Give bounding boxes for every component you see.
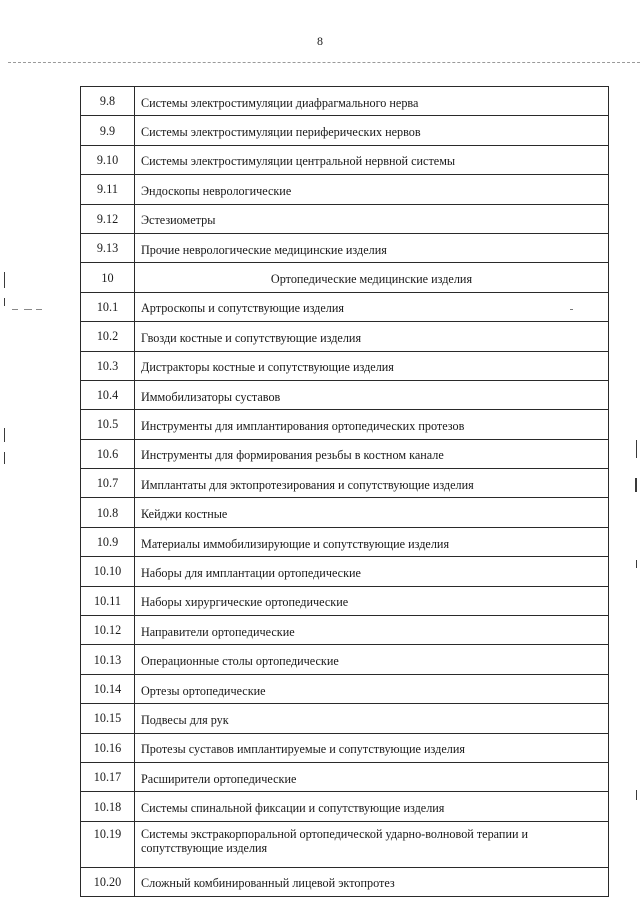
table-row <box>81 469 609 498</box>
row-code: 10.15 <box>81 704 135 733</box>
row-code: 10.13 <box>81 645 135 674</box>
top-divider <box>8 62 640 63</box>
scan-mark <box>4 428 5 442</box>
row-name: Операционные столы ортопедические <box>135 645 609 674</box>
row-name: Кейджи костные <box>135 498 609 527</box>
table-row <box>81 645 609 674</box>
table-row <box>81 204 609 233</box>
row-name: Инструменты для формирования резьбы в костном канале <box>135 439 609 468</box>
scan-mark <box>4 272 5 288</box>
table-row <box>81 498 609 527</box>
table-row <box>81 292 609 321</box>
row-name: Эстезиометры <box>135 204 609 233</box>
table-row <box>81 586 609 615</box>
row-code: 10 <box>81 263 135 292</box>
row-code: 10.7 <box>81 469 135 498</box>
row-code: 10.11 <box>81 586 135 615</box>
row-code: 10.19 <box>81 821 135 867</box>
table-row <box>81 439 609 468</box>
row-code: 9.10 <box>81 145 135 174</box>
row-name: Системы спинальной фиксации и сопутствующие изделия <box>135 792 609 821</box>
row-code: 10.12 <box>81 616 135 645</box>
table-row <box>81 87 609 116</box>
scan-mark <box>4 298 5 306</box>
row-code: 10.3 <box>81 351 135 380</box>
table-row <box>81 867 609 896</box>
row-code: 10.2 <box>81 322 135 351</box>
row-code: 10.16 <box>81 733 135 762</box>
row-name: Имплантаты для эктопротезирования и сопутствующие изделия <box>135 469 609 498</box>
row-name: Ортопедические медицинские изделия <box>135 263 609 292</box>
row-name: Инструменты для имплантирования ортопедических протезов <box>135 410 609 439</box>
section-row <box>81 263 609 292</box>
table-row <box>81 175 609 204</box>
row-code: 10.5 <box>81 410 135 439</box>
row-name: Системы электростимуляции центральной нервной системы <box>135 145 609 174</box>
scan-mark <box>636 440 637 458</box>
scan-mark <box>12 309 18 310</box>
row-name: Системы экстракорпоральной ортопедической ударно-волновой терапии и сопутствующие изделия <box>135 821 609 867</box>
row-name: Иммобилизаторы суставов <box>135 380 609 409</box>
table-row <box>81 233 609 262</box>
row-name: Сложный комбинированный лицевой эктопротез <box>135 867 609 896</box>
table-row <box>81 674 609 703</box>
scan-mark <box>635 478 637 492</box>
row-name: Наборы хирургические ортопедические <box>135 586 609 615</box>
row-name: Ортезы ортопедические <box>135 674 609 703</box>
table-row <box>81 351 609 380</box>
row-code: 10.4 <box>81 380 135 409</box>
scan-mark <box>36 309 42 310</box>
row-name: Дистракторы костные и сопутствующие изделия <box>135 351 609 380</box>
table-row <box>81 762 609 791</box>
scan-mark <box>24 309 32 310</box>
row-name: Артроскопы и сопутствующие изделия <box>135 292 609 321</box>
table-row <box>81 733 609 762</box>
row-name: Подвесы для рук <box>135 704 609 733</box>
table-row <box>81 704 609 733</box>
row-code: 10.8 <box>81 498 135 527</box>
scan-mark <box>4 452 5 464</box>
row-code: 10.14 <box>81 674 135 703</box>
row-code: 10.17 <box>81 762 135 791</box>
row-code: 10.18 <box>81 792 135 821</box>
row-code: 9.12 <box>81 204 135 233</box>
row-code: 9.13 <box>81 233 135 262</box>
row-code: 9.8 <box>81 87 135 116</box>
table-row <box>81 380 609 409</box>
row-code: 9.11 <box>81 175 135 204</box>
nomenclature-table <box>80 86 609 897</box>
row-name: Протезы суставов имплантируемые и сопутствующие изделия <box>135 733 609 762</box>
table-row <box>81 410 609 439</box>
row-name: Системы электростимуляции периферических нервов <box>135 116 609 145</box>
row-code: 10.10 <box>81 557 135 586</box>
row-name: Прочие неврологические медицинские изделия <box>135 233 609 262</box>
row-code: 10.20 <box>81 867 135 896</box>
scan-mark <box>636 560 637 568</box>
row-name: Материалы иммобилизирующие и сопутствующие изделия <box>135 527 609 556</box>
row-name: Гвозди костные и сопутствующие изделия <box>135 322 609 351</box>
row-name: Системы электростимуляции диафрагмального нерва <box>135 87 609 116</box>
table-row <box>81 821 609 867</box>
table-row <box>81 527 609 556</box>
row-code: 10.1 <box>81 292 135 321</box>
table-row <box>81 322 609 351</box>
table-row <box>81 116 609 145</box>
table-row <box>81 616 609 645</box>
table-body <box>81 87 609 897</box>
row-name: Наборы для имплантации ортопедические <box>135 557 609 586</box>
row-code: 10.6 <box>81 439 135 468</box>
row-code: 9.9 <box>81 116 135 145</box>
table-row <box>81 792 609 821</box>
table-row <box>81 557 609 586</box>
table-row <box>81 145 609 174</box>
scan-mark <box>636 790 637 800</box>
row-name: Расширители ортопедические <box>135 762 609 791</box>
row-code: 10.9 <box>81 527 135 556</box>
row-name: Эндоскопы неврологические <box>135 175 609 204</box>
page-number: 8 <box>317 34 323 48</box>
row-name: Направители ортопедические <box>135 616 609 645</box>
